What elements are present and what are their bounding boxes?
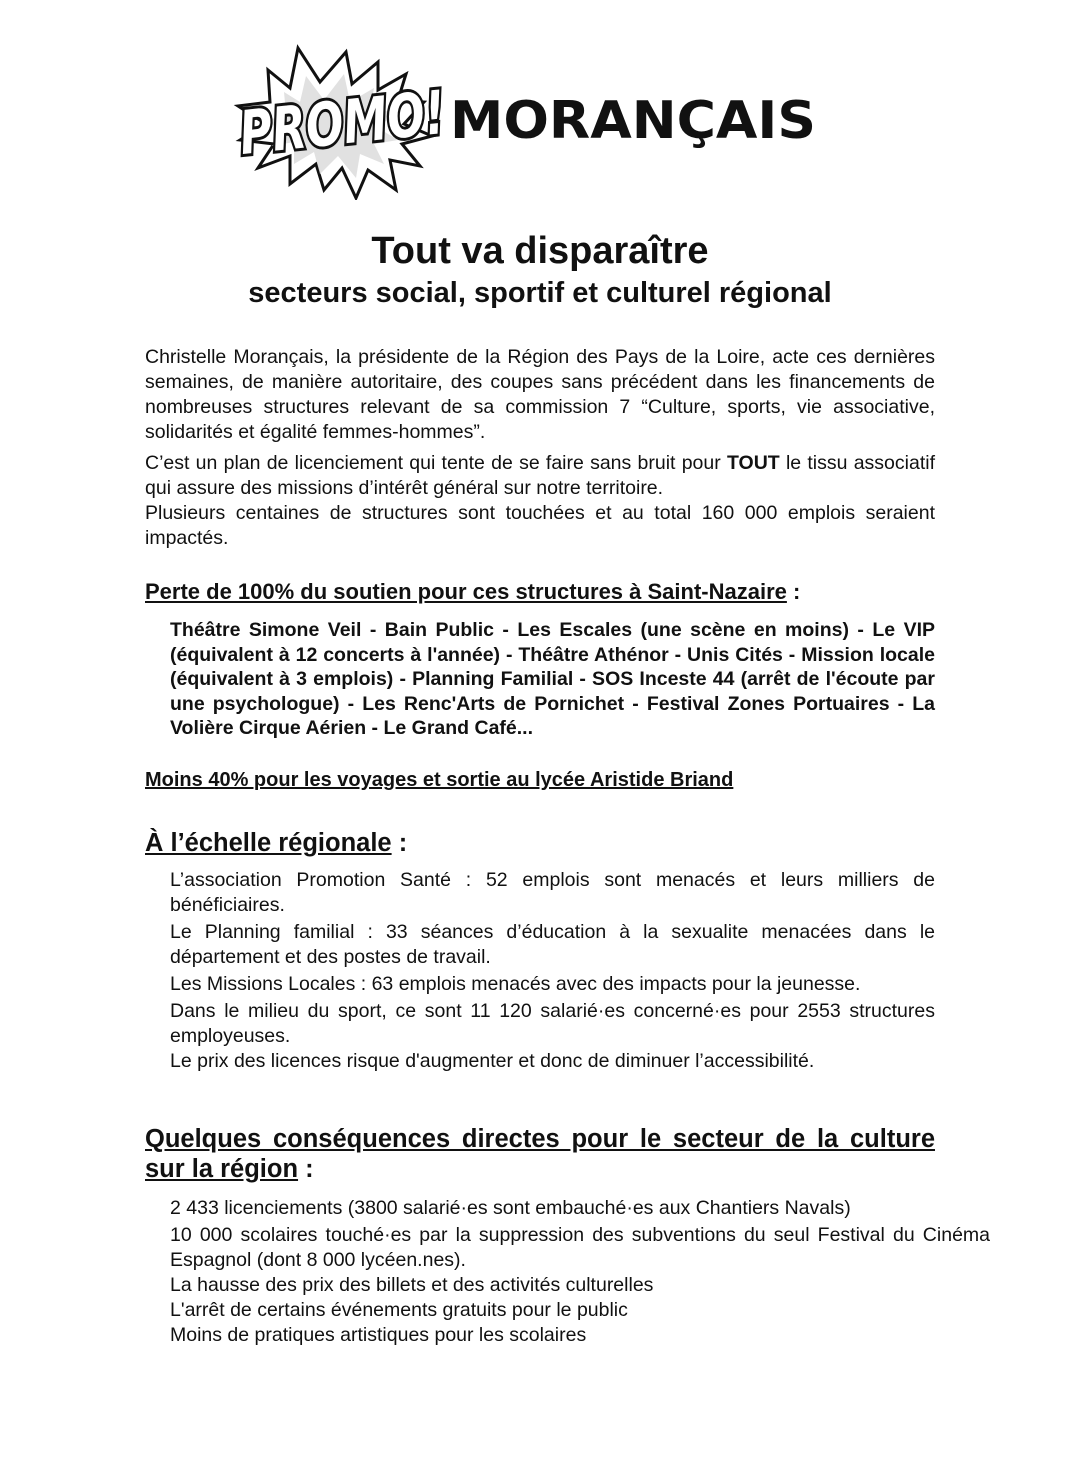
lycee-section	[145, 767, 935, 793]
logo-name-text: MORANÇAIS	[450, 91, 816, 151]
logo-graphic	[228, 40, 828, 200]
list-item: 10 000 scolaires touché·es par la suppression des subventions du seul Festival du Cinéma Espagnol (dont 8 000 lycéen.nes).	[170, 1224, 990, 1271]
list-item: L’association Promotion Santé : 52 emplois sont menacés et leurs milliers de bénéficiaires.	[170, 869, 935, 916]
page-subtitle: secteurs social, sportif et culturel régional	[248, 277, 832, 309]
list-item: L'arrêt de certains événements gratuits pour le public	[170, 1299, 628, 1321]
culture-heading-suffix: :	[298, 1155, 314, 1183]
saint-nazaire-heading-suffix: :	[786, 579, 801, 604]
saint-nazaire-heading	[145, 578, 935, 606]
intro-paragraph-2-bold: TOUT	[726, 452, 780, 474]
intro-paragraph-3: Plusieurs centaines de structures sont touchées et au total 160 000 emplois seraient impactés.	[145, 502, 935, 549]
intro-paragraph-2-start: C’est un plan de licenciement qui tente de se faire sans bruit pour	[145, 452, 727, 474]
list-item: Moins de pratiques artistiques pour les scolaires	[170, 1324, 587, 1346]
culture-heading-text: Quelques conséquences directes pour le secteur de la culture sur la région	[145, 1125, 935, 1183]
intro-paragraph-1: Christelle Morançais, la présidente de la Région des Pays de la Loire, acte ces dernières semaines, de manière autoritaire, des coupes sans précédent dans les financements de nombreuses structures relevant de sa commission 7 “Culture, sports, vie associative, solidarités et égalité femmes-hommes”.	[145, 346, 935, 443]
page-title: Tout va disparaître	[371, 230, 709, 272]
regional-section	[145, 828, 935, 1074]
list-item: Les Missions Locales : 63 emplois menacés avec des impacts pour la jeunesse.	[170, 973, 861, 995]
intro-paragraph-2	[145, 451, 935, 501]
regional-heading-text: À l’échelle régionale	[145, 829, 392, 857]
regional-heading-suffix: :	[391, 829, 408, 857]
saint-nazaire-heading-text: Perte de 100% du soutien pour ces structures à Saint-Nazaire	[145, 579, 787, 604]
lycee-line: Moins 40% pour les voyages et sortie au lycée Aristide Briand	[145, 769, 734, 791]
intro-paragraph-2-end: le tissu associatif qui assure des missions d’intérêt général sur notre territoire.	[145, 452, 935, 499]
logo-promo-text: PROMO!	[236, 70, 522, 170]
list-item: Le prix des licences risque d'augmenter et donc de diminuer l’accessibilité.	[170, 1050, 815, 1072]
intro-section	[145, 345, 935, 557]
culture-list	[145, 1196, 990, 1348]
list-item: Dans le milieu du sport, ce sont 11 120 salarié·es concerné·es pour 2553 structures employeuses.	[170, 1000, 935, 1047]
list-item: Le Planning familial : 33 séances d’éducation à la sexualite menacées dans le département et des postes de travail.	[170, 921, 935, 968]
culture-heading	[145, 1124, 935, 1184]
saint-nazaire-structures: Théâtre Simone Veil - Bain Public - Les Escales (une scène en moins) - Le VIP (équivalent à 12 concerts à l'année) - Théâtre Athénor - Unis Cités - Mission locale (équivalent à 3 emplois) - Planning Familial - SOS Inceste 44 (arrêt de l'écoute par une psychologue) - Les Renc'Arts de Pornichet - Festival Zones Portuaires - La Volière Cirque Aérien - Le Grand Café...	[170, 619, 935, 739]
saint-nazaire-section	[145, 578, 935, 741]
logo	[228, 40, 828, 200]
regional-heading	[145, 828, 935, 858]
list-item: 2 433 licenciements (3800 salarié·es sont embauché·es aux Chantiers Navals)	[170, 1197, 851, 1219]
culture-section	[145, 1124, 990, 1348]
regional-list	[145, 868, 935, 1074]
list-item: La hausse des prix des billets et des activités culturelles	[170, 1274, 654, 1296]
